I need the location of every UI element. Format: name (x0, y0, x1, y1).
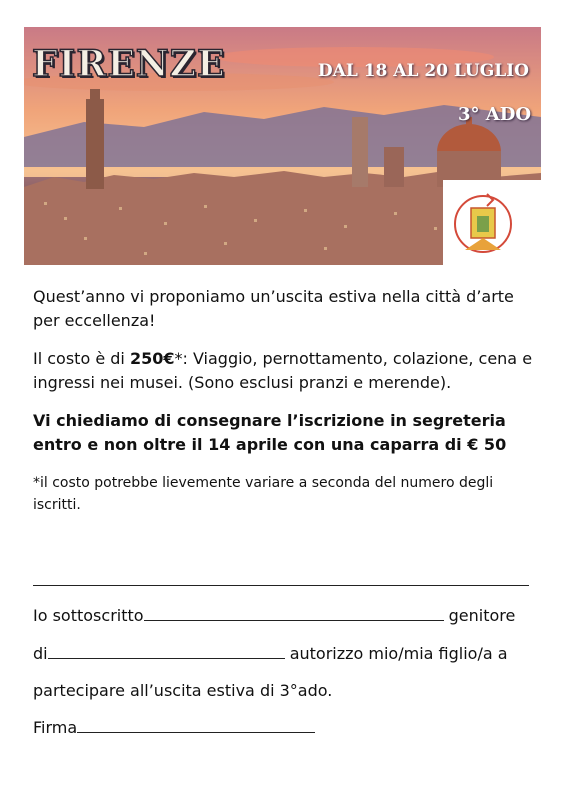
signatory-name-field[interactable] (144, 606, 444, 621)
intro-paragraph: Quest’anno vi proponiamo un’uscita estiva nella città d’arte per eccellenza! (33, 287, 514, 330)
cost-note: *il costo potrebbe lievemente variare a seconda del numero degli iscritti. (33, 475, 494, 513)
trip-dates: DAL 18 AL 20 LUGLIO (317, 61, 529, 81)
form-line-signatory (33, 606, 515, 625)
school-logo (443, 180, 541, 266)
deadline-paragraph: Vi chiediamo di consegnare l’iscrizione in segreteria entro e non oltre il 14 aprile con una caparra di € 50 (33, 411, 507, 454)
cost-prefix: Il costo è di (33, 349, 130, 368)
form-line-participation: partecipare all’uscita estiva di 3°ado. (33, 681, 333, 700)
cost-amount: 250€ (129, 349, 175, 368)
cost-paragraph (33, 347, 538, 395)
cost-details: *: Viaggio, pernottamento, colazione, cena e ingressi nei musei. (Sono esclusi pranzi e merende). (33, 349, 533, 392)
form-line-child (33, 644, 508, 663)
form-line-signature (33, 718, 315, 737)
signatory-label: Io sottoscritto (33, 606, 144, 625)
city-title: FIRENZE (32, 43, 226, 85)
grade-label: 3° ADO (457, 104, 531, 125)
child-of-label: di (33, 644, 48, 663)
separator-line (33, 585, 529, 586)
signature-label: Firma (33, 718, 78, 737)
authorization-label: autorizzo mio/mia figlio/a a (284, 644, 508, 663)
parent-label: genitore (443, 606, 516, 625)
signature-field[interactable] (77, 718, 315, 733)
child-name-field[interactable] (48, 644, 285, 659)
